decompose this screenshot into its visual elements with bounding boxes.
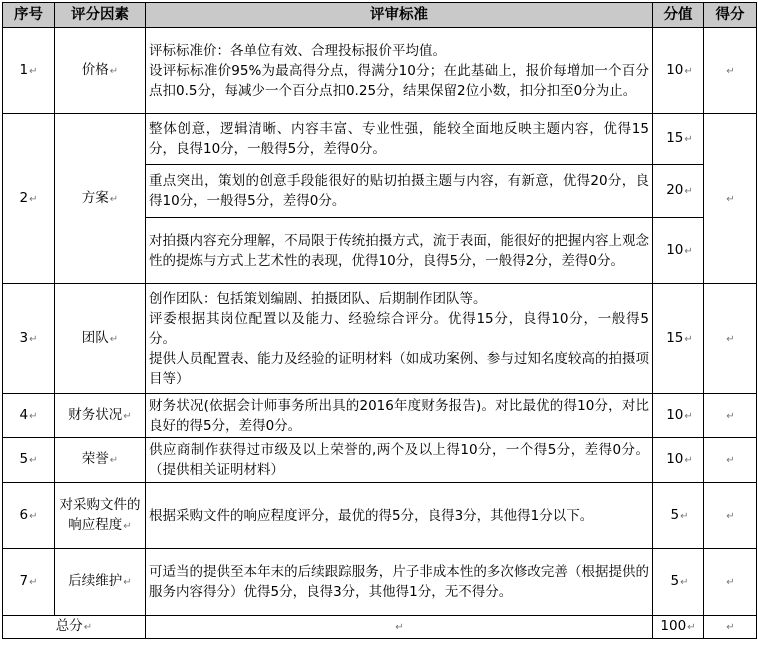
paragraph-mark-icon	[684, 66, 692, 77]
factor-cell	[55, 114, 146, 284]
factor-label: 对采购文件的响应程度	[59, 496, 141, 533]
header-score-value: 分值	[653, 3, 704, 28]
paragraph-mark-icon	[680, 511, 688, 522]
score-value: 15	[666, 329, 684, 346]
factor-cell	[55, 549, 146, 616]
score-value: 5	[670, 573, 680, 589]
factor-label: 团队	[81, 329, 109, 346]
score-value-cell	[653, 284, 704, 394]
paragraph-mark-icon	[726, 511, 734, 522]
paragraph-mark-icon	[726, 334, 734, 345]
table-row	[3, 28, 757, 114]
total-label: 总分	[55, 618, 83, 634]
table-row	[3, 483, 757, 549]
total-row	[3, 616, 757, 639]
paragraph-mark-icon	[684, 134, 692, 145]
paragraph-mark-icon	[684, 246, 692, 257]
paragraph-mark-icon	[29, 194, 37, 205]
score-value-cell	[653, 218, 704, 284]
factor-label: 方案	[81, 189, 109, 206]
paragraph-mark-icon	[29, 334, 37, 345]
criteria-line: 供应商制作获得过市级及以上荣誉的,两个及以上得10分，一个得5分，差得0分。（提供相关证明材料）	[149, 442, 649, 478]
score-obtained-cell[interactable]	[704, 284, 757, 394]
criteria-line: 评委根据其岗位配置以及能力、经验综合评分。优得15分，良得10分，一般得5分。	[149, 310, 649, 347]
paragraph-mark-icon	[726, 66, 734, 77]
criteria-cell	[146, 218, 653, 284]
factor-cell	[55, 284, 146, 394]
criteria-line: 可适当的提供至本年末的后续跟踪服务，片子非成本性的多次修改完善（根据提供的服务内容得分）优得5分，良得3分，其他得1分，无不得分。	[149, 564, 649, 600]
paragraph-mark-icon	[726, 455, 734, 466]
criteria-cell	[146, 165, 653, 218]
table-row	[3, 438, 757, 483]
row-number: 1	[19, 61, 29, 78]
paragraph-mark-icon	[684, 334, 692, 345]
row-number: 4	[19, 406, 29, 423]
total-value-cell	[653, 616, 704, 639]
factor-cell	[55, 438, 146, 483]
score-value-cell	[653, 114, 704, 165]
factor-cell	[55, 394, 146, 438]
paragraph-mark-icon	[395, 622, 403, 633]
score-value-cell	[653, 549, 704, 616]
paragraph-mark-icon	[684, 455, 692, 466]
row-number: 2	[19, 189, 29, 206]
criteria-cell	[146, 438, 653, 483]
paragraph-mark-icon	[687, 622, 695, 633]
paragraph-mark-icon	[684, 186, 692, 197]
criteria-line: 财务状况(依据会计师事务所出具的2016年度财务报告)。对比最优的得10分，对比良好的得5分，差得0分。	[149, 397, 649, 434]
criteria-cell	[146, 28, 653, 114]
score-value: 5	[670, 506, 680, 523]
paragraph-mark-icon	[110, 66, 118, 77]
paragraph-mark-icon	[726, 577, 734, 588]
criteria-cell	[146, 114, 653, 165]
criteria-cell	[146, 394, 653, 438]
factor-cell	[55, 483, 146, 549]
score-value: 20	[666, 182, 684, 198]
score-value-cell	[653, 394, 704, 438]
header-row	[3, 3, 757, 28]
paragraph-mark-icon	[110, 194, 118, 205]
factor-label: 后续维护	[68, 573, 123, 589]
paragraph-mark-icon	[110, 334, 118, 345]
table-row	[3, 114, 757, 165]
score-value: 10	[666, 406, 684, 423]
row-number-cell	[3, 28, 55, 114]
paragraph-mark-icon	[29, 66, 37, 77]
factor-label: 财务状况	[68, 406, 123, 423]
score-value: 10	[666, 451, 684, 467]
paragraph-mark-icon	[29, 455, 37, 466]
table-row	[3, 394, 757, 438]
score-value: 10	[666, 241, 684, 258]
criteria-line: 评标标准价：各单位有效、合理投标报价平均值。	[149, 42, 446, 59]
criteria-cell	[146, 483, 653, 549]
paragraph-mark-icon	[123, 521, 131, 532]
paragraph-mark-icon	[684, 411, 692, 422]
header-score-obtained: 得分	[704, 3, 757, 28]
score-value-cell	[653, 28, 704, 114]
score-obtained-cell[interactable]	[704, 549, 757, 616]
total-value: 100	[660, 618, 687, 634]
score-value-cell	[653, 165, 704, 218]
criteria-line: 整体创意，逻辑清晰、内容丰富、专业性强，能较全面地反映主题内容，优得15分，良得10分，一般得5分，差得0分。	[149, 121, 649, 157]
row-number-cell	[3, 284, 55, 394]
paragraph-mark-icon	[29, 577, 37, 588]
criteria-line: 对拍摄内容充分理解，不局限于传统拍摄方式，流于表面，能很好的把握内容上观念性的提炼与方式上艺术性的表现，优得10分，良得5分，一般得2分，差得0分。	[149, 232, 649, 269]
factor-cell	[55, 28, 146, 114]
score-obtained-cell[interactable]	[704, 438, 757, 483]
factor-label: 荣誉	[81, 451, 109, 467]
paragraph-mark-icon	[726, 194, 734, 205]
paragraph-mark-icon	[726, 622, 734, 633]
paragraph-mark-icon	[29, 511, 37, 522]
criteria-line: 提供人员配置表、能力及经验的证明材料（如成功案例、参与过知名度较高的拍摄项目等）	[149, 350, 649, 387]
header-factor: 评分因素	[55, 3, 146, 28]
table-row	[3, 549, 757, 616]
paragraph-mark-icon	[29, 411, 37, 422]
score-value: 10	[666, 61, 684, 78]
row-number: 6	[19, 506, 29, 523]
row-number-cell	[3, 114, 55, 284]
criteria-line: 设评标标准价95%为最高得分点，得满分10分；在此基础上，报价每增加一个百分点扣0.5分，每减少一个百分点扣0.25分，结果保留2位小数，扣分扣至0分为止。	[149, 62, 649, 99]
row-number-cell	[3, 483, 55, 549]
paragraph-mark-icon	[680, 577, 688, 588]
header-criteria: 评审标准	[146, 3, 653, 28]
score-obtained-cell[interactable]	[704, 394, 757, 438]
criteria-line: 创作团队：包括策划编剧、拍摄团队、后期制作团队等。	[149, 290, 487, 307]
row-number: 7	[19, 573, 29, 589]
scoring-table	[2, 2, 757, 639]
score-value: 15	[666, 130, 684, 146]
score-obtained-cell[interactable]	[704, 114, 757, 284]
table-row	[3, 284, 757, 394]
paragraph-mark-icon	[123, 577, 131, 588]
criteria-cell	[146, 549, 653, 616]
row-number-cell	[3, 549, 55, 616]
criteria-cell	[146, 284, 653, 394]
row-number: 5	[19, 451, 29, 467]
criteria-line: 重点突出，策划的创意手段能很好的贴切拍摄主题与内容，有新意，优得20分，良得10分，一般得5分，差得0分。	[149, 173, 649, 209]
header-no: 序号	[3, 3, 55, 28]
factor-label: 价格	[81, 61, 109, 78]
paragraph-mark-icon	[84, 622, 92, 633]
row-number-cell	[3, 394, 55, 438]
total-label-cell	[3, 616, 146, 639]
score-value-cell	[653, 438, 704, 483]
score-obtained-cell[interactable]	[704, 483, 757, 549]
paragraph-mark-icon	[123, 411, 131, 422]
paragraph-mark-icon	[110, 455, 118, 466]
score-value-cell	[653, 483, 704, 549]
row-number: 3	[19, 329, 29, 346]
row-number-cell	[3, 438, 55, 483]
total-criteria-cell	[146, 616, 653, 639]
total-obtained-cell[interactable]	[704, 616, 757, 639]
score-obtained-cell[interactable]	[704, 28, 757, 114]
paragraph-mark-icon	[726, 411, 734, 422]
criteria-line: 根据采购文件的响应程度评分，最优的得5分，良得3分，其他得1分以下。	[149, 507, 594, 524]
